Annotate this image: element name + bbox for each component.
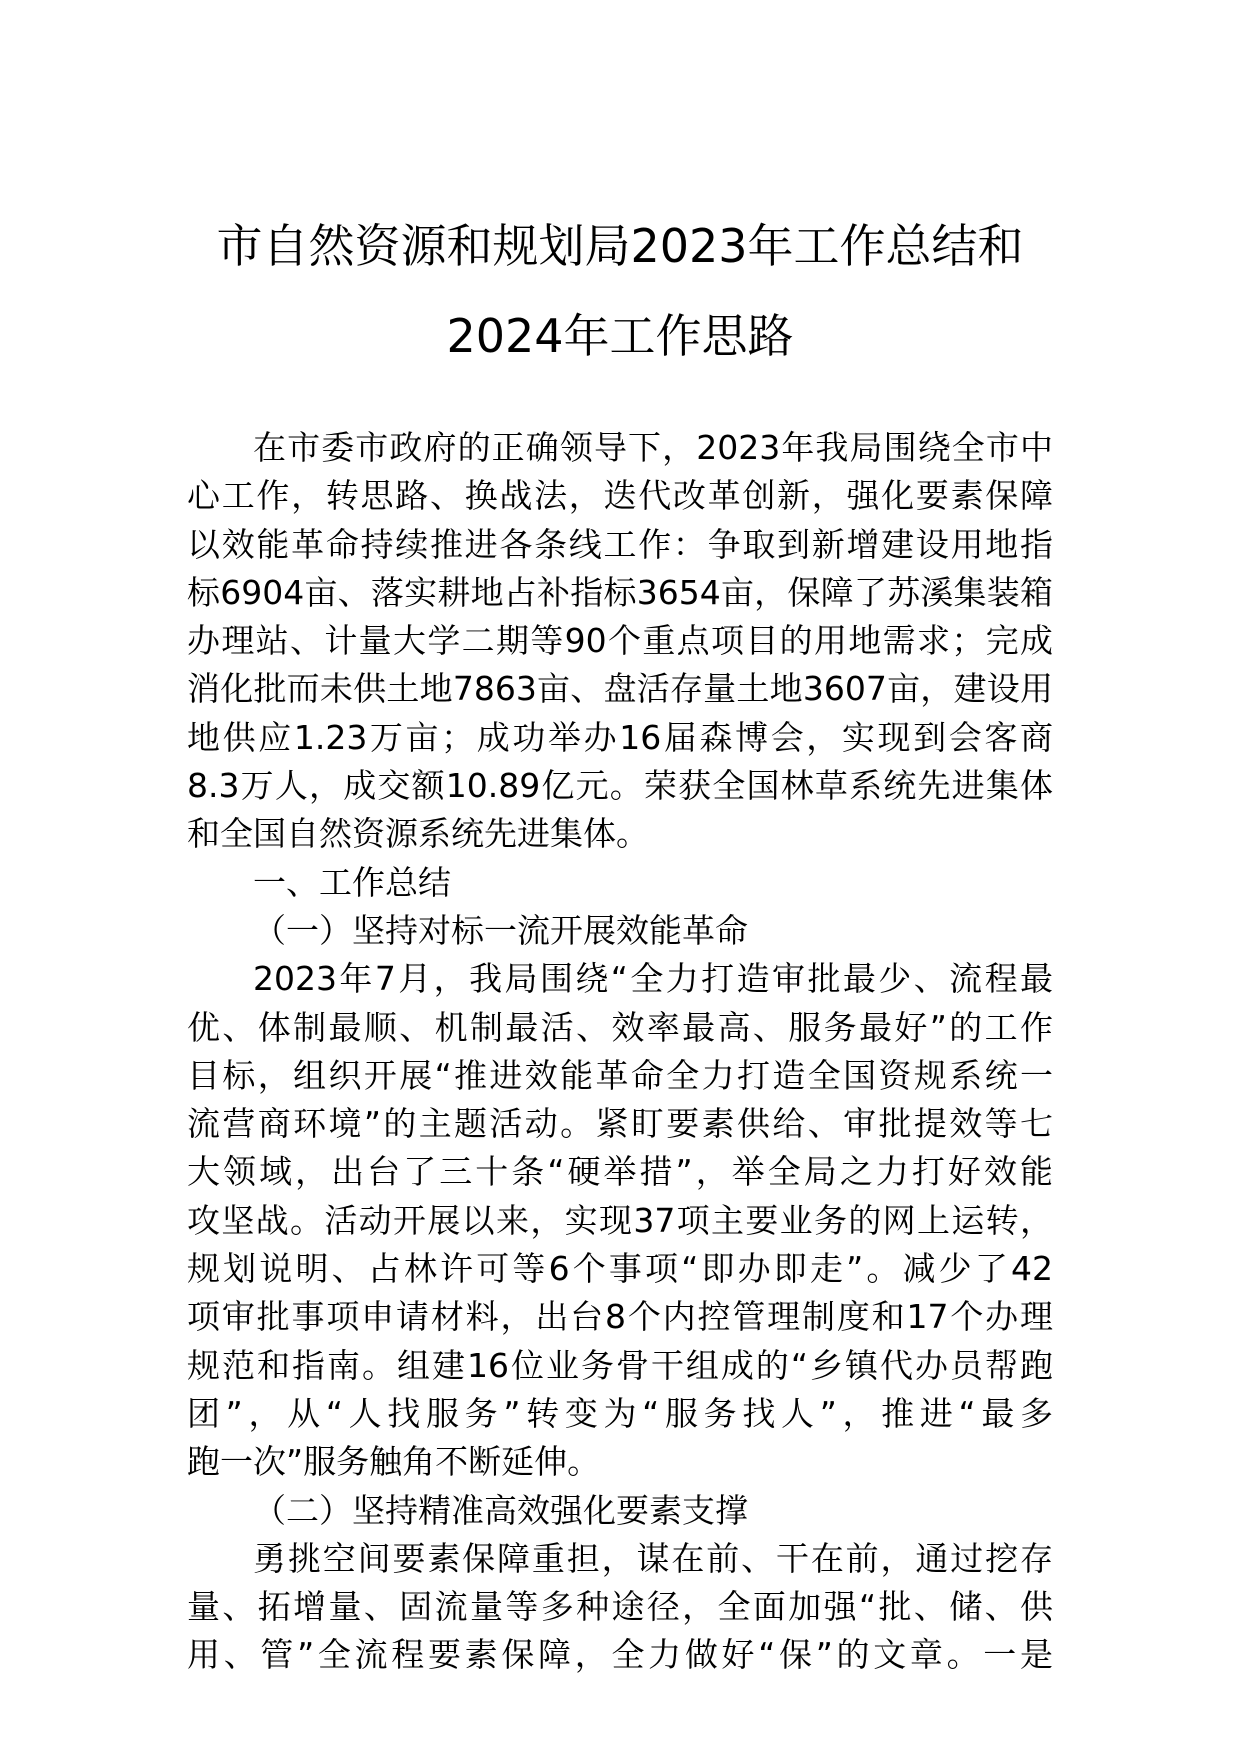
document-body: [187, 424, 1053, 1680]
body-line: 2023年7月，我局围绕“全力打造审批最少、流程最: [253, 959, 1053, 999]
body-line: 以效能革命持续推进各条线工作：争取到新增建设用地指: [187, 524, 1053, 564]
body-line: 项审批事项申请材料，出台8个内控管理制度和17个办理: [187, 1297, 1053, 1337]
body-line: 攻坚战。活动开展以来，实现37项主要业务的网上运转，: [187, 1200, 1053, 1240]
body-line: 流营商环境”的主题活动。紧盯要素供给、审批提效等七: [187, 1104, 1053, 1144]
body-line: 量、拓增量、固流量等多种途径，全面加强“批、储、供: [187, 1587, 1053, 1627]
body-line: 心工作，转思路、换战法，迭代改革创新，强化要素保障: [187, 476, 1053, 516]
body-line: 跑一次”服务触角不断延伸。: [187, 1442, 601, 1482]
body-line: 目标，组织开展“推进效能革命全力打造全国资规系统一: [187, 1055, 1053, 1095]
body-line: 一、工作总结: [253, 862, 451, 902]
body-line: 在市委市政府的正确领导下，2023年我局围绕全市中: [253, 428, 1053, 467]
body-line: （二）坚持精准高效强化要素支撑: [253, 1490, 748, 1530]
body-line: 用、管”全流程要素保障，全力做好“保”的文章。一是: [187, 1635, 1053, 1675]
body-line: 团”，从“人找服务”转变为“服务找人”，推进“最多: [187, 1393, 1053, 1433]
body-line: （一）坚持对标一流开展效能革命: [253, 910, 748, 950]
body-line: 标6904亩、落实耕地占补指标3654亩，保障了苏溪集装箱: [187, 572, 1053, 612]
body-line: 8.3万人，成交额10.89亿元。荣获全国林草系统先进集体: [187, 766, 1053, 806]
body-line: 大领域，出台了三十条“硬举措”，举全局之力打好效能: [187, 1152, 1053, 1192]
body-line: 勇挑空间要素保障重担，谋在前、干在前，通过挖存: [253, 1538, 1053, 1578]
document-title-line-1: 市自然资源和规划局2023年工作总结和: [216, 219, 1024, 273]
body-line: 规划说明、占林许可等6个事项“即办即走”。减少了42: [187, 1249, 1053, 1289]
body-line: 和全国自然资源系统先进集体。: [187, 814, 649, 854]
body-line: 优、体制最顺、机制最活、效率最高、服务最好”的工作: [187, 1007, 1053, 1047]
body-line: 规范和指南。组建16位业务骨干组成的“乡镇代办员帮跑: [187, 1345, 1053, 1385]
body-line: 办理站、计量大学二期等90个重点项目的用地需求；完成: [187, 621, 1053, 661]
document-title-line-2: 2024年工作思路: [446, 309, 794, 363]
body-line: 消化批而未供土地7863亩、盘活存量土地3607亩，建设用: [187, 669, 1053, 709]
body-line: 地供应1.23万亩；成功举办16届森博会，实现到会客商: [187, 717, 1053, 757]
